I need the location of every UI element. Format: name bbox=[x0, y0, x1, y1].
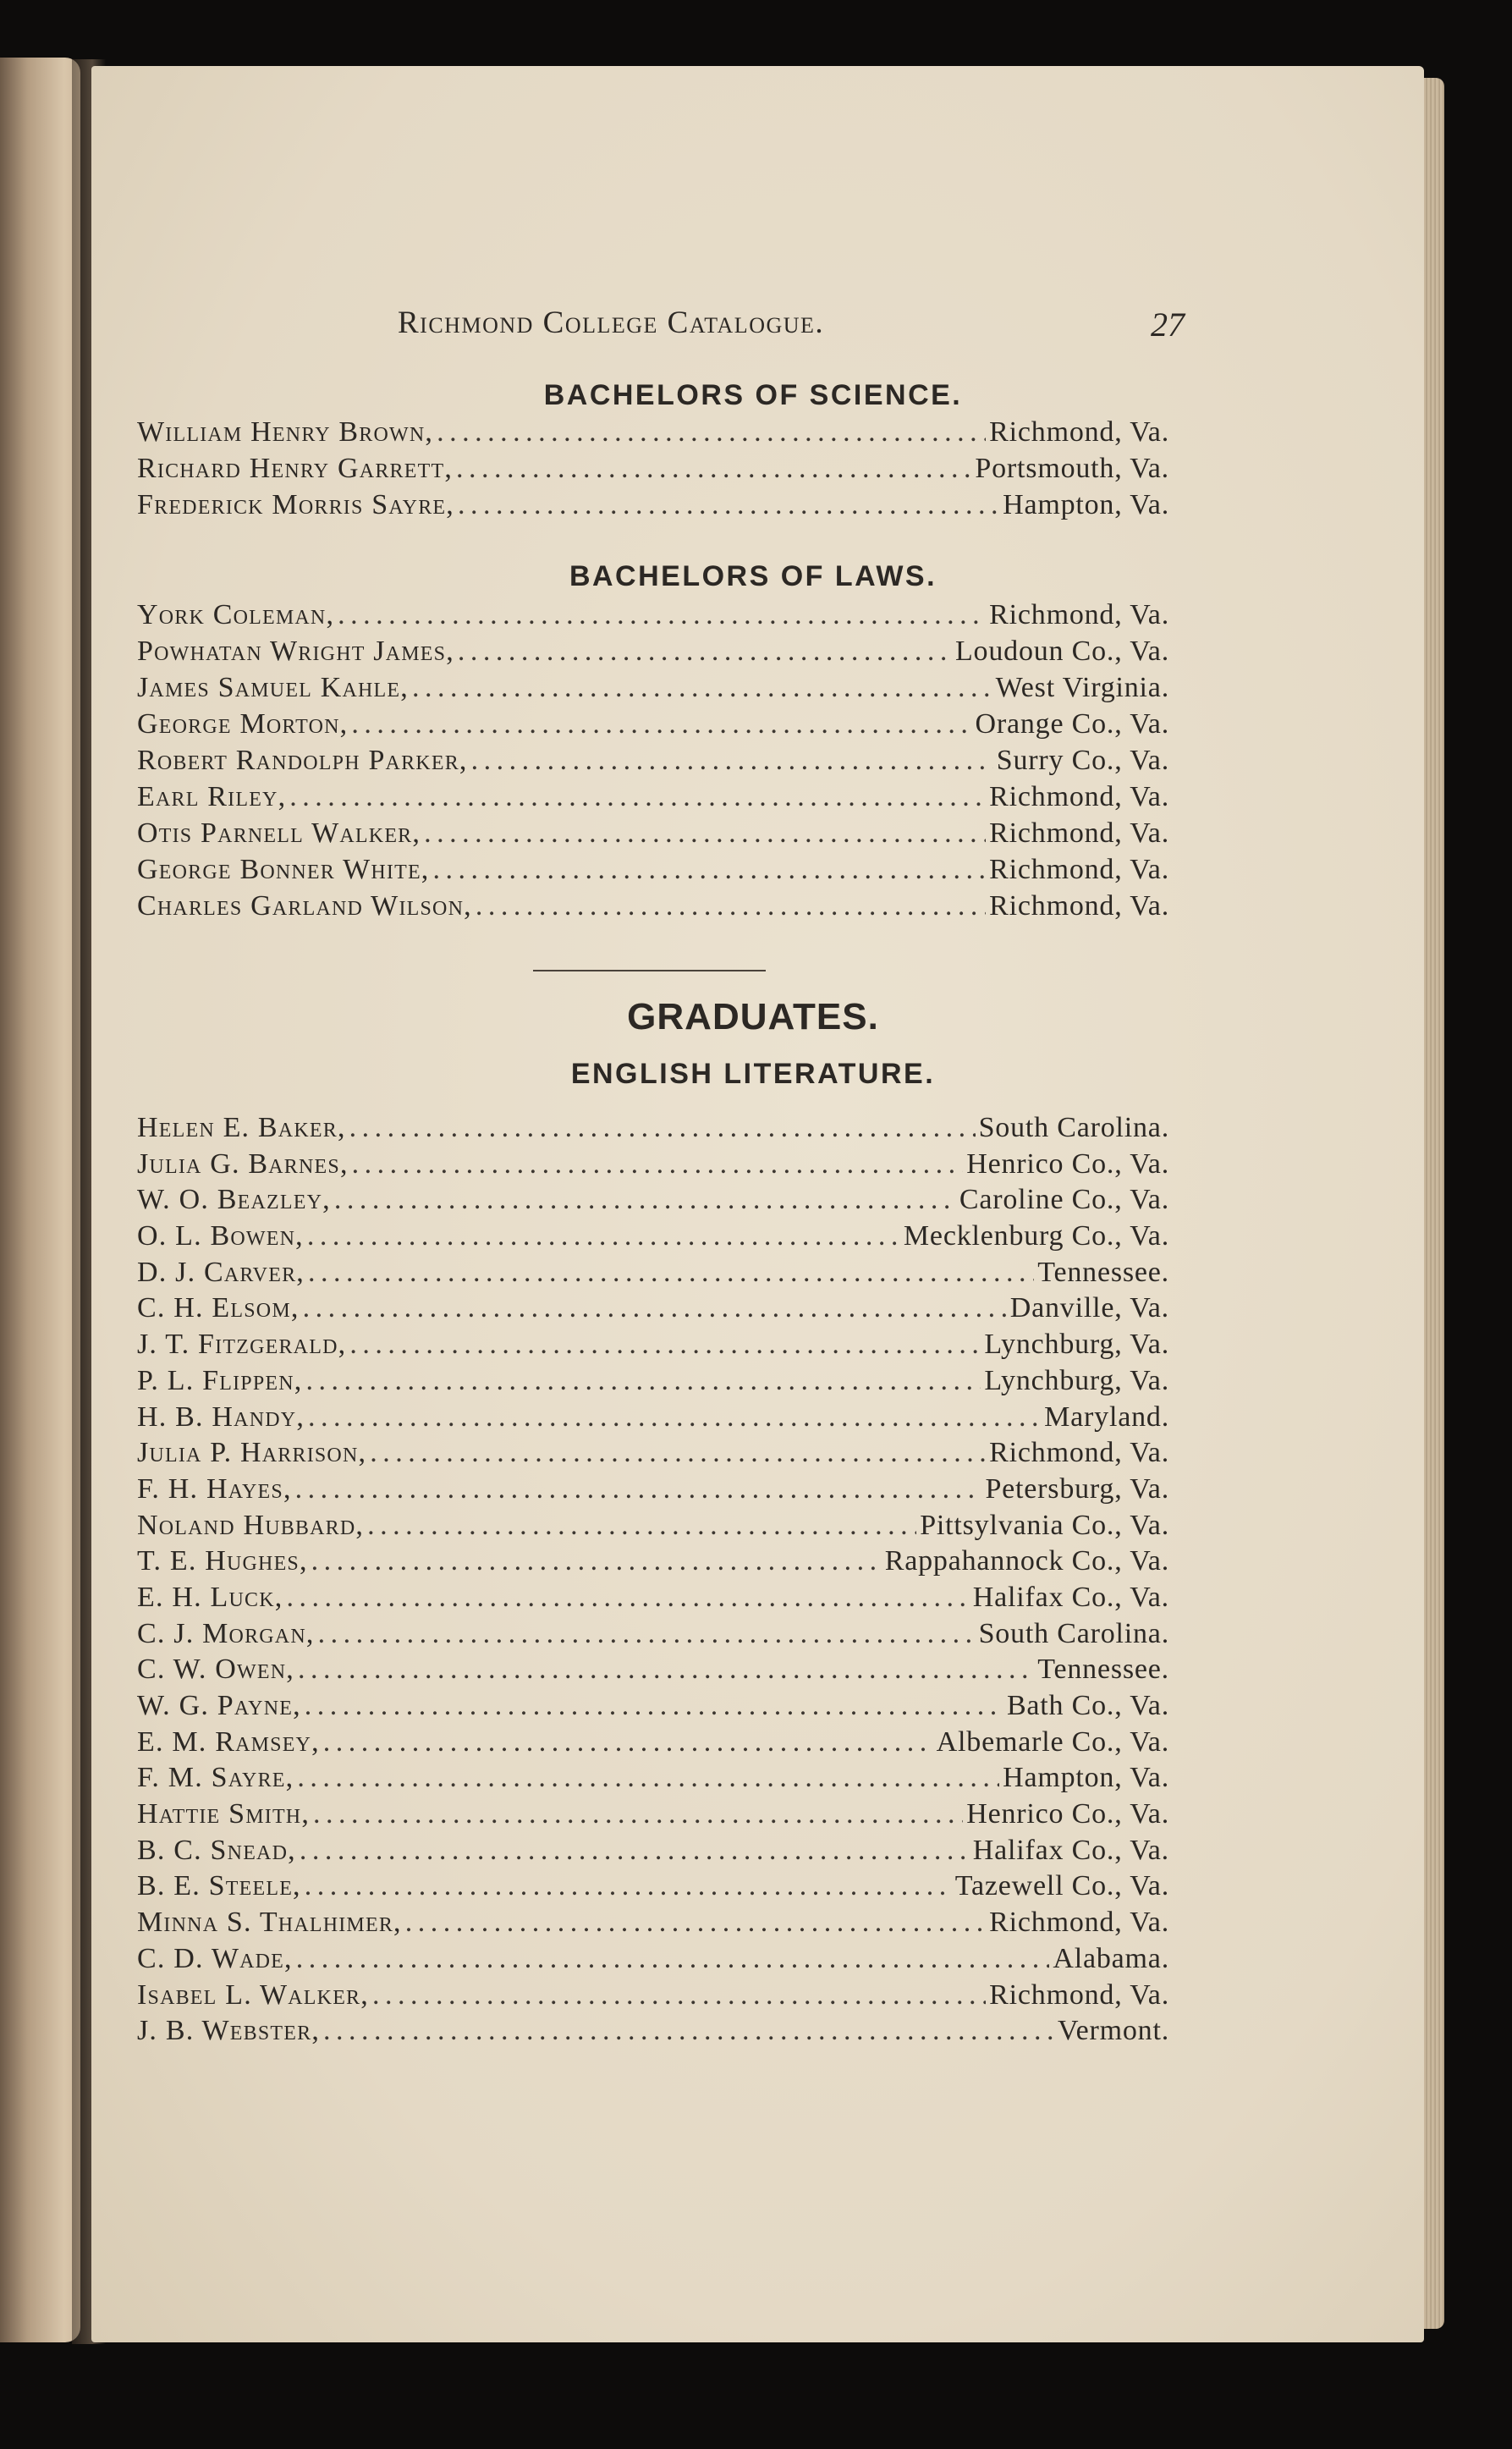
graduate-place: Hampton, Va. bbox=[1003, 1762, 1169, 1794]
graduate-place: Bath Co., Va. bbox=[1006, 1690, 1169, 1721]
graduate-place: Tennessee. bbox=[1037, 1654, 1169, 1686]
graduate-name: Powhatan Wright James, bbox=[137, 636, 454, 667]
graduate-place: Surry Co., Va. bbox=[996, 745, 1169, 776]
graduate-place: Lynchburg, Va. bbox=[984, 1329, 1169, 1361]
leader-dots bbox=[367, 1508, 916, 1544]
running-head bbox=[398, 305, 1185, 345]
leader-dots bbox=[298, 1652, 1034, 1688]
graduate-name: Robert Randolph Parker, bbox=[137, 745, 468, 776]
list-item bbox=[137, 1544, 1169, 1580]
graduate-place: Henrico Co., Va. bbox=[966, 1147, 1169, 1180]
list-item bbox=[137, 1688, 1169, 1725]
leader-dots bbox=[297, 1760, 999, 1797]
graduate-name: Frederick Morris Sayre, bbox=[137, 489, 454, 520]
list-item bbox=[137, 1363, 1169, 1400]
leader-dots bbox=[296, 1941, 1050, 1978]
graduates-list bbox=[137, 1110, 1169, 2050]
list-item bbox=[137, 2013, 1169, 2050]
graduate-name: C. J. Morgan, bbox=[137, 1617, 315, 1649]
leader-dots bbox=[295, 1472, 982, 1508]
leader-dots bbox=[458, 633, 952, 669]
graduate-name: Hattie Smith, bbox=[137, 1798, 311, 1830]
list-item bbox=[137, 1255, 1169, 1291]
list-item bbox=[137, 597, 1169, 633]
graduate-name: Minna S. Thalhimer, bbox=[137, 1907, 402, 1939]
leader-dots bbox=[433, 851, 987, 888]
leader-dots bbox=[286, 1580, 969, 1616]
list-item bbox=[137, 1652, 1169, 1688]
list-item bbox=[137, 1472, 1169, 1508]
heading-graduates: GRADUATES. bbox=[627, 996, 879, 1037]
list-item bbox=[137, 1833, 1169, 1869]
graduate-place: South Carolina. bbox=[978, 1617, 1169, 1649]
leader-dots bbox=[323, 2013, 1054, 2050]
graduate-place: Halifax Co., Va. bbox=[972, 1834, 1169, 1866]
list-item bbox=[137, 888, 1169, 924]
graduate-place: Maryland. bbox=[1044, 1401, 1169, 1433]
leader-dots bbox=[471, 742, 993, 779]
graduate-name: H. B. Handy, bbox=[137, 1401, 305, 1433]
list-item bbox=[137, 1868, 1169, 1905]
graduate-name: E. H. Luck, bbox=[137, 1581, 283, 1613]
list-item bbox=[137, 1725, 1169, 1761]
leader-dots bbox=[437, 414, 986, 450]
list-item bbox=[137, 669, 1169, 706]
leader-dots bbox=[318, 1616, 976, 1653]
list-item bbox=[137, 1327, 1169, 1363]
leader-dots bbox=[300, 1833, 970, 1869]
leader-dots bbox=[349, 1110, 976, 1147]
list-item bbox=[137, 1616, 1169, 1653]
graduate-name: Otis Parnell Walker, bbox=[137, 817, 421, 849]
graduate-place: Danville, Va. bbox=[1009, 1292, 1169, 1324]
leader-dots bbox=[476, 888, 986, 924]
leader-dots bbox=[313, 1797, 963, 1833]
leader-dots bbox=[372, 1978, 986, 2014]
leader-dots bbox=[305, 1363, 981, 1400]
page-number: 27 bbox=[1151, 305, 1185, 344]
graduate-name: Earl Riley, bbox=[137, 781, 287, 812]
list-item bbox=[137, 779, 1169, 815]
leader-dots bbox=[349, 1327, 981, 1363]
graduate-name: F. M. Sayre, bbox=[137, 1762, 294, 1794]
list-item bbox=[137, 450, 1169, 487]
graduate-name: Julia P. Harrison, bbox=[137, 1437, 367, 1469]
leader-dots bbox=[323, 1725, 933, 1761]
leader-dots bbox=[405, 1905, 986, 1941]
graduate-name: B. E. Steele, bbox=[137, 1870, 301, 1902]
leader-dots bbox=[458, 487, 999, 523]
list-item bbox=[137, 851, 1169, 888]
graduate-place: West Virginia. bbox=[995, 672, 1169, 703]
leader-dots bbox=[338, 597, 986, 633]
list-item bbox=[137, 706, 1169, 742]
graduate-name: George Morton, bbox=[137, 708, 349, 740]
section-divider bbox=[533, 970, 766, 971]
graduate-place: Alabama. bbox=[1053, 1942, 1169, 1974]
graduate-name: C. H. Elsom, bbox=[137, 1292, 300, 1324]
leader-dots bbox=[334, 1182, 956, 1219]
graduate-place: Richmond, Va. bbox=[989, 1978, 1169, 2011]
leader-dots bbox=[305, 1688, 1003, 1725]
leader-dots bbox=[305, 1868, 952, 1905]
graduate-place: Richmond, Va. bbox=[989, 890, 1169, 922]
leader-dots bbox=[311, 1544, 882, 1580]
science-list bbox=[137, 414, 1169, 523]
list-item bbox=[137, 1760, 1169, 1797]
graduate-name: T. E. Hughes, bbox=[137, 1545, 308, 1577]
graduate-name: O. L. Bowen, bbox=[137, 1220, 304, 1252]
laws-list bbox=[137, 597, 1169, 924]
graduate-place: Halifax Co., Va. bbox=[972, 1581, 1169, 1613]
graduate-place: Henrico Co., Va. bbox=[966, 1798, 1169, 1830]
graduate-place: Lynchburg, Va. bbox=[984, 1364, 1169, 1396]
leader-dots bbox=[424, 815, 986, 851]
list-item bbox=[137, 1905, 1169, 1941]
graduate-place: Tazewell Co., Va. bbox=[954, 1870, 1169, 1902]
graduate-place: Albemarle Co., Va. bbox=[936, 1725, 1169, 1758]
facing-page-edge bbox=[0, 58, 80, 2342]
graduate-name: P. L. Flippen, bbox=[137, 1364, 303, 1396]
graduate-place: Richmond, Va. bbox=[989, 599, 1169, 630]
graduate-name: W. O. Beazley, bbox=[137, 1184, 331, 1216]
graduate-name: Julia G. Barnes, bbox=[137, 1147, 349, 1180]
list-item bbox=[137, 1400, 1169, 1436]
heading-english-literature: ENGLISH LITERATURE. bbox=[570, 1058, 936, 1090]
leader-dots bbox=[303, 1291, 1007, 1327]
graduate-name: Charles Garland Wilson, bbox=[137, 890, 472, 922]
graduate-name: E. M. Ramsey, bbox=[137, 1725, 320, 1758]
graduate-place: Richmond, Va. bbox=[989, 781, 1169, 812]
graduate-name: W. G. Payne, bbox=[137, 1690, 301, 1721]
graduate-place: Petersburg, Va. bbox=[985, 1472, 1169, 1505]
graduate-name: F. H. Hayes, bbox=[137, 1472, 292, 1505]
graduate-place: Orange Co., Va. bbox=[975, 708, 1169, 740]
leader-dots bbox=[370, 1435, 986, 1472]
graduate-place: Richmond, Va. bbox=[989, 416, 1169, 448]
graduate-name: Isabel L. Walker, bbox=[137, 1978, 369, 2011]
list-item bbox=[137, 1219, 1169, 1255]
heading-bachelors-of-laws: BACHELORS OF LAWS. bbox=[569, 560, 937, 592]
leader-dots bbox=[412, 669, 992, 706]
graduate-place: Pittsylvania Co., Va. bbox=[920, 1509, 1169, 1541]
leader-dots bbox=[307, 1219, 900, 1255]
graduate-place: Mecklenburg Co., Va. bbox=[903, 1220, 1169, 1252]
graduate-name: B. C. Snead, bbox=[137, 1834, 296, 1866]
graduate-name: James Samuel Kahle, bbox=[137, 672, 409, 703]
list-item bbox=[137, 1110, 1169, 1147]
page-stack-edge bbox=[1424, 78, 1444, 2329]
graduate-name: Helen E. Baker, bbox=[137, 1112, 346, 1143]
leader-dots bbox=[351, 706, 971, 742]
list-item bbox=[137, 815, 1169, 851]
leader-dots bbox=[308, 1255, 1034, 1291]
graduate-name: J. T. Fitzgerald, bbox=[137, 1329, 347, 1361]
leader-dots bbox=[352, 1147, 964, 1183]
list-item bbox=[137, 1941, 1169, 1978]
leader-dots bbox=[308, 1400, 1041, 1436]
graduate-name: J. B. Webster, bbox=[137, 2015, 321, 2047]
graduate-place: Rappahannock Co., Va. bbox=[884, 1545, 1169, 1577]
list-item bbox=[137, 1580, 1169, 1616]
graduate-place: Vermont. bbox=[1058, 2015, 1169, 2047]
graduate-place: Richmond, Va. bbox=[989, 817, 1169, 849]
graduate-name: Richard Henry Garrett, bbox=[137, 453, 454, 484]
list-item bbox=[137, 1797, 1169, 1833]
graduate-name: C. W. Owen, bbox=[137, 1654, 294, 1686]
list-item bbox=[137, 1182, 1169, 1219]
graduate-place: Hampton, Va. bbox=[1003, 489, 1169, 520]
graduate-place: South Carolina. bbox=[978, 1112, 1169, 1143]
graduate-name: York Coleman, bbox=[137, 599, 335, 630]
leader-dots bbox=[456, 450, 971, 487]
graduate-name: Noland Hubbard, bbox=[137, 1509, 365, 1541]
graduate-name: George Bonner White, bbox=[137, 854, 430, 885]
graduate-name: William Henry Brown, bbox=[137, 416, 434, 448]
graduate-place: Richmond, Va. bbox=[989, 1907, 1169, 1939]
list-item bbox=[137, 1435, 1169, 1472]
list-item bbox=[137, 633, 1169, 669]
list-item bbox=[137, 1147, 1169, 1183]
graduate-place: Portsmouth, Va. bbox=[975, 453, 1169, 484]
catalogue-title: Richmond College Catalogue. bbox=[398, 305, 825, 340]
heading-bachelors-of-science: BACHELORS OF SCIENCE. bbox=[543, 379, 963, 411]
graduate-place: Tennessee. bbox=[1037, 1256, 1169, 1288]
leader-dots bbox=[289, 779, 986, 815]
list-item bbox=[137, 1291, 1169, 1327]
graduate-name: D. J. Carver, bbox=[137, 1256, 305, 1288]
list-item bbox=[137, 1508, 1169, 1544]
list-item bbox=[137, 487, 1169, 523]
list-item bbox=[137, 742, 1169, 779]
list-item bbox=[137, 1978, 1169, 2014]
graduate-place: Richmond, Va. bbox=[989, 1437, 1169, 1469]
graduate-name: C. D. Wade, bbox=[137, 1942, 293, 1974]
graduate-place: Richmond, Va. bbox=[989, 854, 1169, 885]
list-item bbox=[137, 414, 1169, 450]
graduate-place: Caroline Co., Va. bbox=[959, 1184, 1169, 1216]
graduate-place: Loudoun Co., Va. bbox=[954, 636, 1169, 667]
